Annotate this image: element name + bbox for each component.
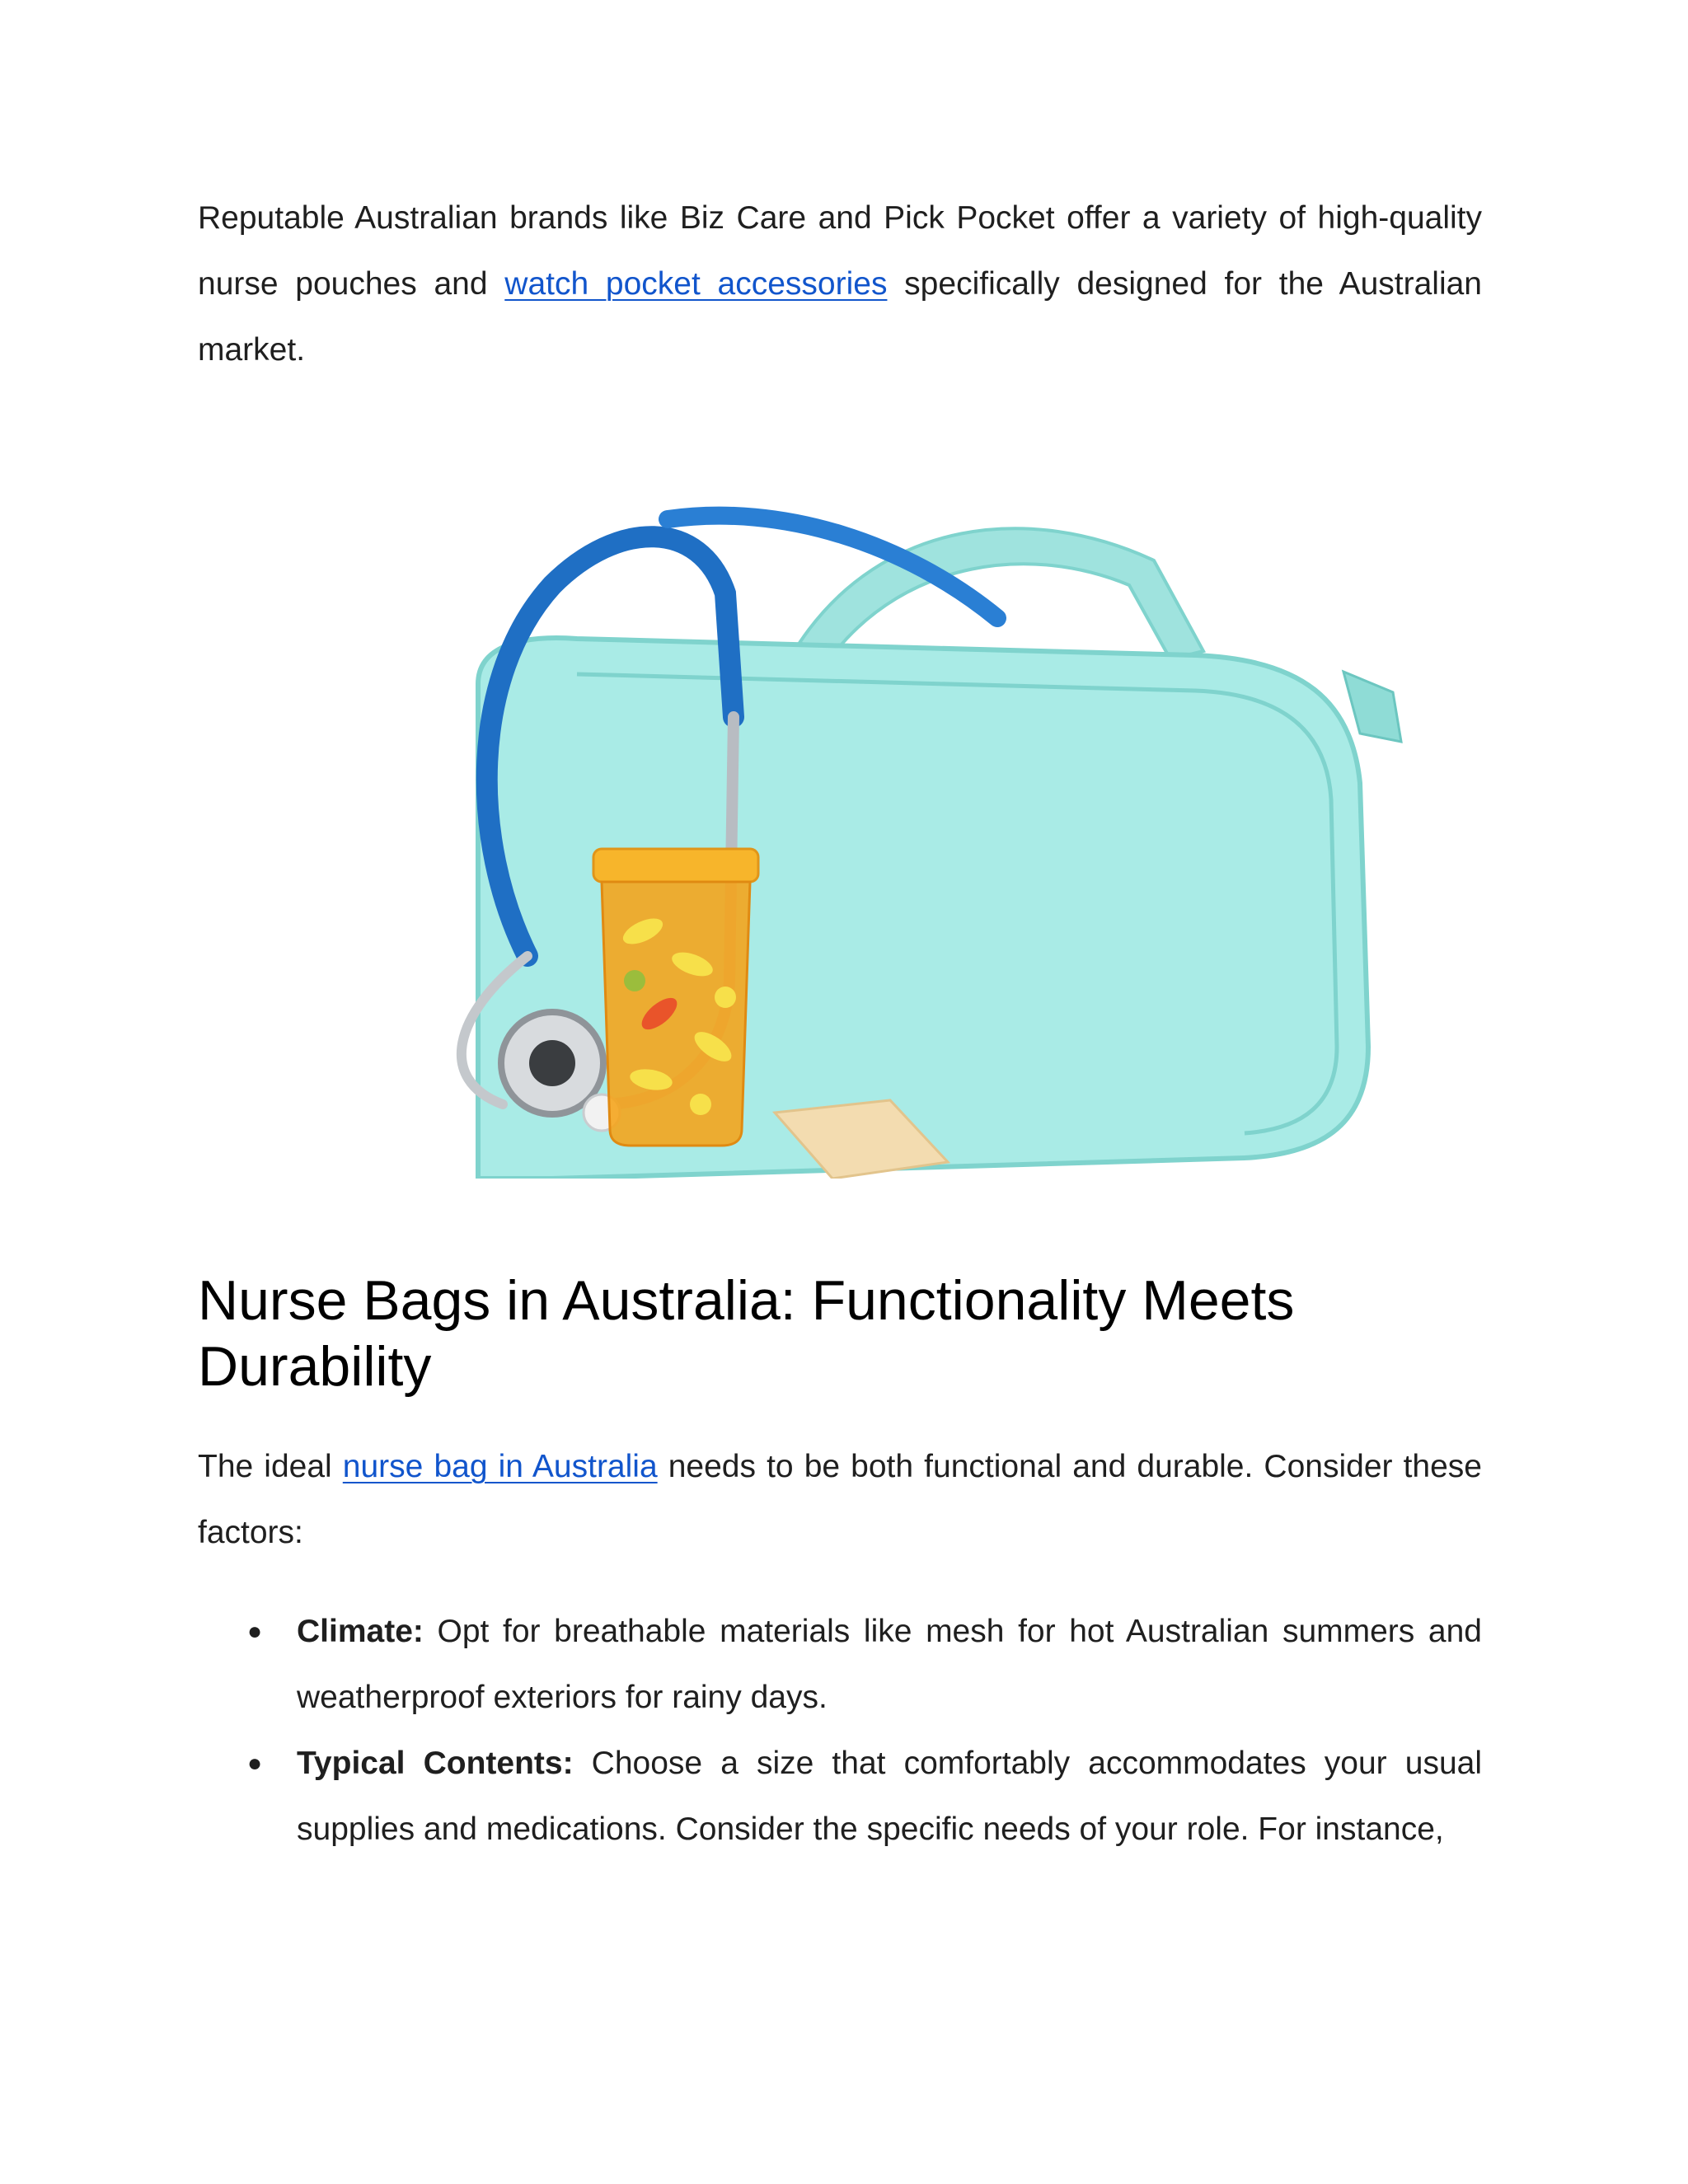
factor-title: Typical Contents:: [297, 1746, 574, 1781]
factors-intro-before: The ideal: [198, 1449, 343, 1484]
nurse-bag-image: [206, 470, 1442, 1179]
list-item: [198, 1731, 1482, 1863]
factors-intro-after: needs to be both functional and durable. Consider these factors:: [198, 1449, 1482, 1550]
bag-zip-tab: [1343, 672, 1401, 742]
watch-pocket-accessories-link[interactable]: watch pocket accessories: [504, 266, 888, 302]
factor-list: [198, 1599, 1482, 1863]
factors-intro-paragraph: [198, 1434, 1482, 1566]
nurse-bag-in-australia-link[interactable]: nurse bag in Australia: [342, 1449, 658, 1484]
intro-text-after: specifically designed for the Australian market.: [198, 266, 1482, 368]
bullet-icon: ●: [247, 1618, 263, 1645]
section-heading: Nurse Bags in Australia: Functionality Meets Durability: [198, 1269, 1295, 1398]
intro-text-before: Reputable Australian brands like Biz Care and Pick Pocket offer a variety of high-quality nurse pouches and: [198, 200, 1482, 302]
bullet-icon: ●: [247, 1750, 263, 1777]
factor-text: Choose a size that comfortably accommodates your usual supplies and medications. Consider the specific needs of your role. For instance,: [297, 1746, 1482, 1847]
list-item: [198, 1599, 1482, 1731]
pill-bottle-cap: [593, 849, 758, 882]
intro-paragraph: [198, 185, 1482, 383]
pill-bottle-body: [602, 882, 750, 1146]
factor-text: Opt for breathable materials like mesh for hot Australian summers and weatherproof exteriors for rainy days.: [297, 1614, 1482, 1715]
factor-title: Climate:: [297, 1614, 424, 1649]
